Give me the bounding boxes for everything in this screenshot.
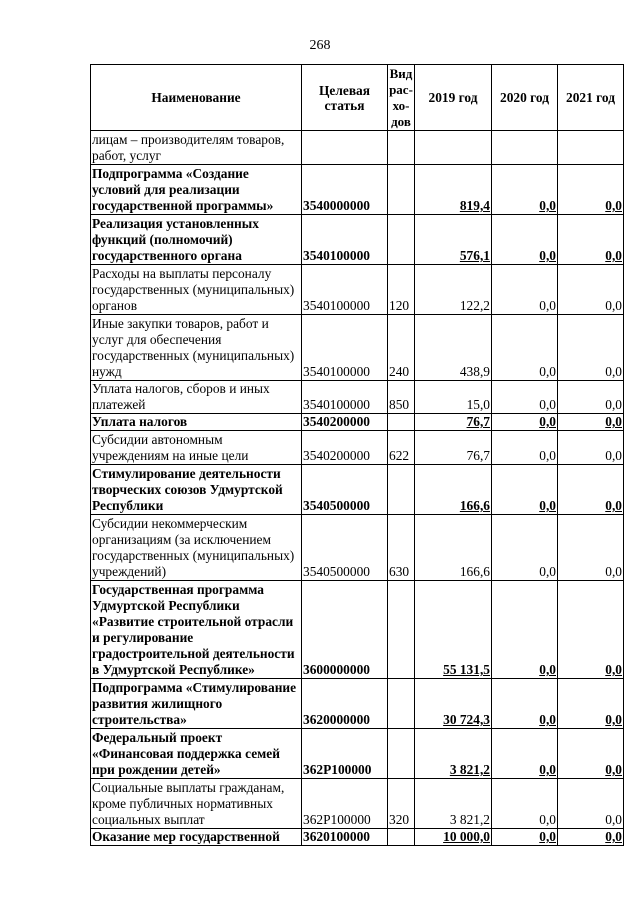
table-row (91, 131, 624, 165)
row-type-cell (388, 414, 415, 431)
table-row (91, 581, 624, 679)
table-row (91, 679, 624, 729)
row-name-cell: Социальные выплаты гражданам, кроме публичных нормативных социальных выплат (91, 779, 302, 829)
row-2020-cell: 0,0 (492, 431, 558, 465)
page-number: 268 (309, 38, 331, 53)
row-2020-cell: 0,0 (492, 515, 558, 581)
row-type-cell: 850 (388, 381, 415, 414)
row-type-cell: 622 (388, 431, 415, 465)
header-row (91, 65, 624, 131)
row-2021-cell: 0,0 (558, 679, 624, 729)
table-row (91, 265, 624, 315)
row-2021-cell: 0,0 (558, 581, 624, 679)
row-2020-cell: 0,0 (492, 165, 558, 215)
row-2020-cell: 0,0 (492, 381, 558, 414)
row-2020-cell: 0,0 (492, 465, 558, 515)
row-2019-cell: 15,0 (415, 381, 492, 414)
row-target-cell: 3540000000 (302, 165, 388, 215)
row-name-cell: Подпрограмма «Создание условий для реализации государственной программы» (91, 165, 302, 215)
row-2019-cell: 55 131,5 (415, 581, 492, 679)
header-name: Наименование (91, 65, 302, 131)
row-type-cell: 240 (388, 315, 415, 381)
row-type-cell (388, 829, 415, 846)
row-type-cell: 120 (388, 265, 415, 315)
row-type-cell (388, 131, 415, 165)
row-target-cell: 3540200000 (302, 431, 388, 465)
table-row (91, 165, 624, 215)
row-2020-cell: 0,0 (492, 265, 558, 315)
row-target-cell: 362P100000 (302, 779, 388, 829)
row-2020-cell: 0,0 (492, 315, 558, 381)
row-2019-cell: 30 724,3 (415, 679, 492, 729)
row-name-cell: Оказание мер государственной (91, 829, 302, 846)
row-target-cell: 3600000000 (302, 581, 388, 679)
row-2019-cell: 166,6 (415, 465, 492, 515)
row-2019-cell: 438,9 (415, 315, 492, 381)
row-type-cell: 630 (388, 515, 415, 581)
row-target-cell: 3620100000 (302, 829, 388, 846)
row-2021-cell (558, 131, 624, 165)
row-target-cell: 3540100000 (302, 265, 388, 315)
row-name-cell: лицам – производителям товаров, работ, услуг (91, 131, 302, 165)
table-row (91, 381, 624, 414)
row-name-cell: Расходы на выплаты персоналу государственных (муниципальных) органов (91, 265, 302, 315)
row-name-cell: Уплата налогов, сборов и иных платежей (91, 381, 302, 414)
row-target-cell: 3540100000 (302, 381, 388, 414)
row-target-cell: 362P100000 (302, 729, 388, 779)
table-row (91, 515, 624, 581)
table-row (91, 215, 624, 265)
row-name-cell: Реализация установленных функций (полномочий) государственного органа (91, 215, 302, 265)
budget-table (90, 64, 624, 846)
row-name-cell: Федеральный проект «Финансовая поддержка семей при рождении детей» (91, 729, 302, 779)
row-name-cell: Государственная программа Удмуртской Республики «Развитие строительной отрасли и регулирование градостроительной деятельности в Удмуртской Республике» (91, 581, 302, 679)
row-2020-cell: 0,0 (492, 729, 558, 779)
row-target-cell (302, 131, 388, 165)
header-2020: 2020 год (492, 65, 558, 131)
row-2021-cell: 0,0 (558, 414, 624, 431)
table-row (91, 414, 624, 431)
row-type-cell (388, 679, 415, 729)
row-2019-cell: 3 821,2 (415, 729, 492, 779)
row-2021-cell: 0,0 (558, 829, 624, 846)
header-2021: 2021 год (558, 65, 624, 131)
row-2021-cell: 0,0 (558, 779, 624, 829)
row-2019-cell: 10 000,0 (415, 829, 492, 846)
row-type-cell (388, 215, 415, 265)
row-type-cell (388, 165, 415, 215)
row-name-cell: Уплата налогов (91, 414, 302, 431)
table-row (91, 729, 624, 779)
table-row (91, 431, 624, 465)
row-target-cell: 3540100000 (302, 315, 388, 381)
row-2020-cell: 0,0 (492, 581, 558, 679)
header-target: Целевая статья (302, 65, 388, 131)
row-2021-cell: 0,0 (558, 265, 624, 315)
row-type-cell (388, 581, 415, 679)
row-2021-cell: 0,0 (558, 729, 624, 779)
row-name-cell: Субсидии некоммерческим организациям (за исключением государственных (муниципальных) учреждений) (91, 515, 302, 581)
row-2021-cell: 0,0 (558, 215, 624, 265)
row-2019-cell: 76,7 (415, 414, 492, 431)
row-2019-cell: 819,4 (415, 165, 492, 215)
table-row (91, 829, 624, 846)
row-2020-cell (492, 131, 558, 165)
row-type-cell (388, 465, 415, 515)
row-2020-cell: 0,0 (492, 779, 558, 829)
row-2020-cell: 0,0 (492, 679, 558, 729)
row-type-cell: 320 (388, 779, 415, 829)
row-2019-cell: 122,2 (415, 265, 492, 315)
row-2021-cell: 0,0 (558, 431, 624, 465)
table-row (91, 465, 624, 515)
row-target-cell: 3540200000 (302, 414, 388, 431)
table-row (91, 315, 624, 381)
row-2021-cell: 0,0 (558, 381, 624, 414)
row-2019-cell: 576,1 (415, 215, 492, 265)
row-2019-cell: 76,7 (415, 431, 492, 465)
row-2021-cell: 0,0 (558, 315, 624, 381)
row-target-cell: 3620000000 (302, 679, 388, 729)
row-2020-cell: 0,0 (492, 215, 558, 265)
row-name-cell: Иные закупки товаров, работ и услуг для обеспечения государственных (муниципальных) нужд (91, 315, 302, 381)
row-name-cell: Субсидии автономным учреждениям на иные цели (91, 431, 302, 465)
row-2021-cell: 0,0 (558, 165, 624, 215)
row-2019-cell: 166,6 (415, 515, 492, 581)
header-2019: 2019 год (415, 65, 492, 131)
row-2020-cell: 0,0 (492, 414, 558, 431)
table-row (91, 779, 624, 829)
row-target-cell: 3540100000 (302, 215, 388, 265)
row-2019-cell: 3 821,2 (415, 779, 492, 829)
row-name-cell: Подпрограмма «Стимулирование развития жилищного строительства» (91, 679, 302, 729)
row-2021-cell: 0,0 (558, 515, 624, 581)
row-2021-cell: 0,0 (558, 465, 624, 515)
header-type: Вид рас-хо-дов (389, 65, 413, 129)
row-target-cell: 3540500000 (302, 465, 388, 515)
row-target-cell: 3540500000 (302, 515, 388, 581)
row-type-cell (388, 729, 415, 779)
row-2019-cell (415, 131, 492, 165)
row-name-cell: Стимулирование деятельности творческих союзов Удмуртской Республики (91, 465, 302, 515)
row-2020-cell: 0,0 (492, 829, 558, 846)
